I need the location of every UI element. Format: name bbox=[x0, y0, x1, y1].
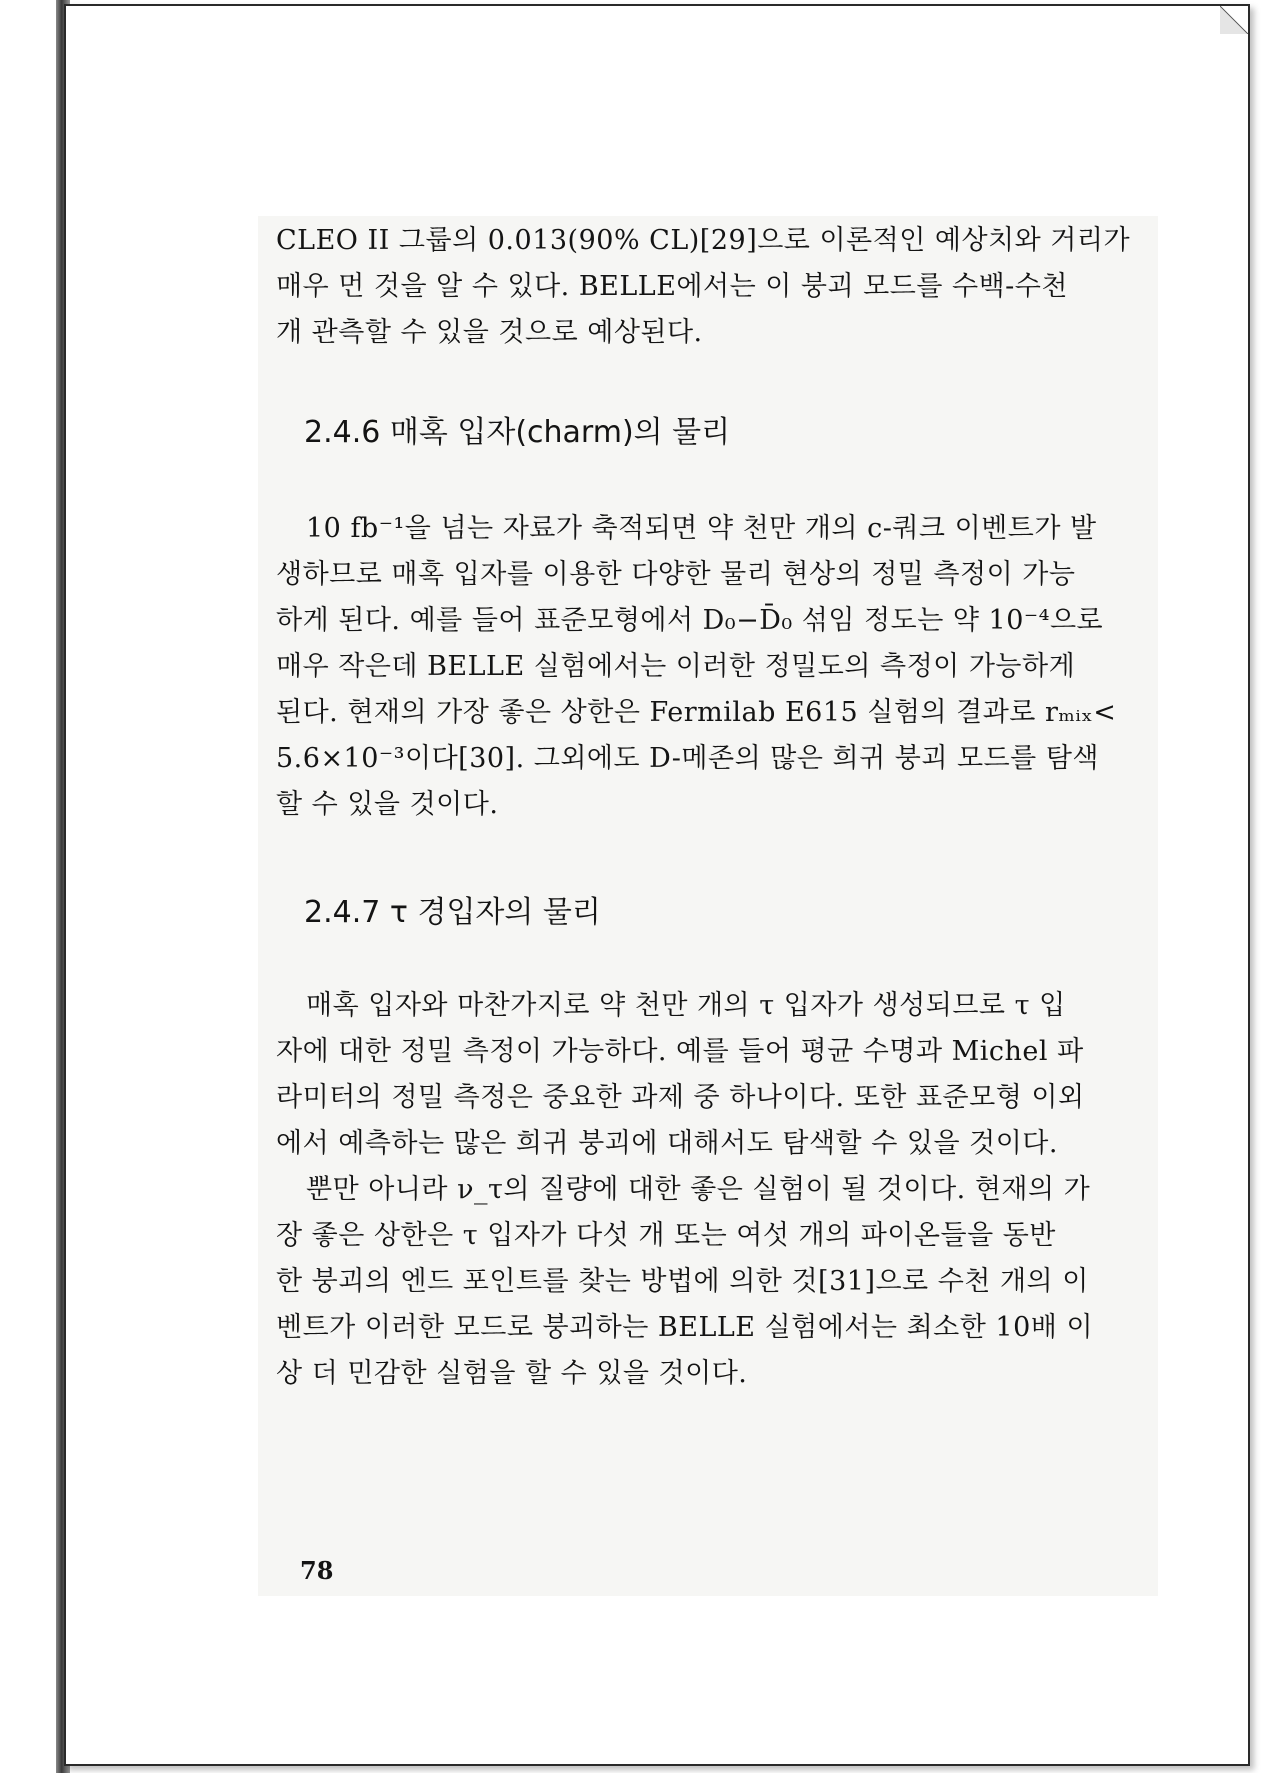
text-line: 할 수 있을 것이다. bbox=[276, 789, 499, 820]
text-line: 벤트가 이러한 모드로 붕괴하는 BELLE 실험에서는 최소한 10배 이 bbox=[276, 1312, 1094, 1343]
text-line: 에서 예측하는 많은 희귀 붕괴에 대해서도 탐색할 수 있을 것이다. bbox=[276, 1128, 1058, 1159]
text-line: 생하므로 매혹 입자를 이용한 다양한 물리 현상의 정밀 측정이 가능 bbox=[276, 559, 1076, 590]
paragraph-tau-physics bbox=[276, 983, 1156, 1397]
text-line: 뿐만 아니라 ν_τ의 질량에 대한 좋은 실험이 될 것이다. 현재의 가 bbox=[306, 1174, 1091, 1205]
paragraph-charm-physics bbox=[276, 506, 1156, 828]
text-line: 매우 작은데 BELLE 실험에서는 이러한 정밀도의 측정이 가능하게 bbox=[276, 651, 1076, 682]
section-heading-tau: 2.4.7 τ 경입자의 물리 bbox=[304, 895, 601, 930]
text-line: 5.6×10⁻³이다[30]. 그외에도 D-메존의 많은 희귀 붕괴 모드를 탐색 bbox=[276, 743, 1099, 774]
text-line: 자에 대한 정밀 측정이 가능하다. 예를 들어 평균 수명과 Michel 파 bbox=[276, 1036, 1084, 1067]
text-line: 한 붕괴의 엔드 포인트를 찾는 방법에 의한 것[31]으로 수천 개의 이 bbox=[276, 1266, 1089, 1297]
paragraph-cleo bbox=[276, 218, 1156, 356]
section-heading-charm: 2.4.6 매혹 입자(charm)의 물리 bbox=[304, 415, 731, 450]
text-line: 개 관측할 수 있을 것으로 예상된다. bbox=[276, 317, 703, 348]
text-line: 매혹 입자와 마찬가지로 약 천만 개의 τ 입자가 생성되므로 τ 입 bbox=[306, 990, 1066, 1021]
text-line: CLEO II 그룹의 0.013(90% CL)[29]으로 이론적인 예상치와 거리가 bbox=[276, 225, 1131, 256]
text-line: 상 더 민감한 실험을 할 수 있을 것이다. bbox=[276, 1358, 748, 1389]
page-corner-fold bbox=[1220, 6, 1248, 34]
text-line: 된다. 현재의 가장 좋은 상한은 Fermilab E615 실험의 결과로 rₘᵢₓ< bbox=[276, 697, 1117, 728]
text-line: 매우 먼 것을 알 수 있다. BELLE에서는 이 붕괴 모드를 수백-수천 bbox=[276, 271, 1068, 302]
text-line: 하게 된다. 예를 들어 표준모형에서 D₀−D̄₀ 섞임 정도는 약 10⁻⁴으로 bbox=[276, 605, 1104, 636]
text-line: 장 좋은 상한은 τ 입자가 다섯 개 또는 여섯 개의 파이온들을 동반 bbox=[276, 1220, 1056, 1251]
text-line: 10 fb⁻¹을 넘는 자료가 축적되면 약 천만 개의 c-쿼크 이벤트가 발 bbox=[306, 513, 1097, 544]
text-line: 라미터의 정밀 측정은 중요한 과제 중 하나이다. 또한 표준모형 이외 bbox=[276, 1082, 1085, 1113]
page-number: 78 bbox=[300, 1556, 334, 1585]
